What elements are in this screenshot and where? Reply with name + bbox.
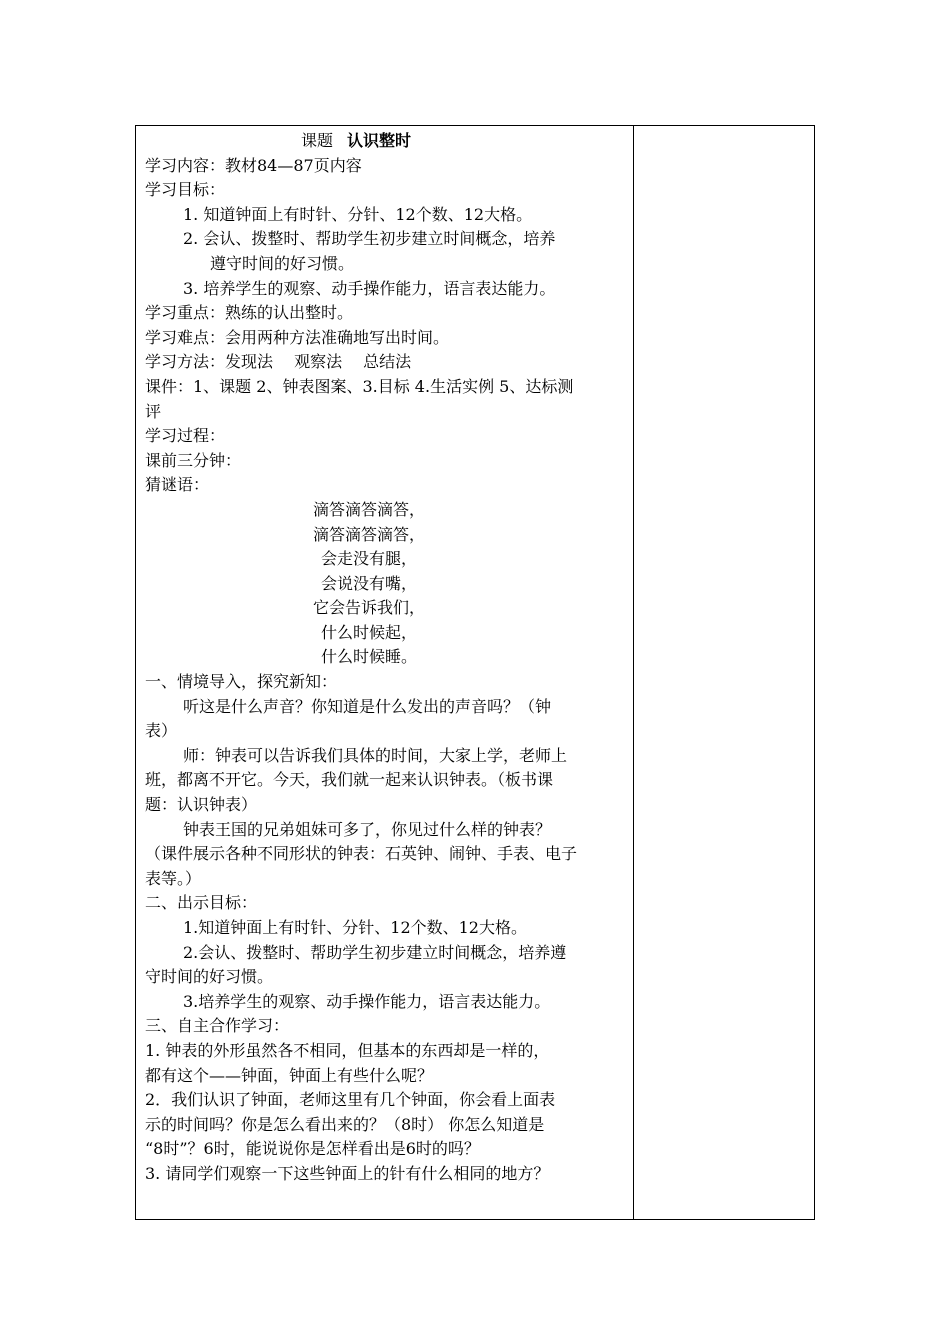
section3-question-2-cont: “8时”？6时，能说说你是怎样看出是6时的吗？ [145,1139,480,1159]
section3-question-1-cont: 都有这个——钟面，钟面上有些什么呢？ [145,1065,434,1085]
lesson-title [145,129,627,154]
warmup-heading: 课前三分钟： [145,450,242,470]
courseware-line-2: 评 [145,401,162,421]
learning-method: 学习方法：发现法 观察法 总结法 [145,352,412,372]
section1-paragraph-3-cont: （课件展示各种不同形状的钟表：石英钟、闹钟、手表、电子 [145,844,578,864]
section3-question-2: 2．我们认识了钟面，老师这里有几个钟面，你会看上面表 [145,1090,556,1110]
section1-heading: 一、情境导入，探究新知： [145,672,338,692]
courseware-line-1: 课件：1、课题 2、钟表图案、3.目标 4.生活实例 5、达标测 [145,376,574,396]
section3-heading: 三、自主合作学习： [145,1016,290,1036]
section3-question-2-cont: 示的时间吗？你是怎么看出来的？（8时） 你怎么知道是 [145,1114,545,1134]
section1-paragraph-1: 听这是什么声音？你知道是什么发出的声音吗？（钟 [183,696,552,716]
key-point: 学习重点：熟练的认出整时。 [145,303,354,323]
riddle-line: 什么时候睡。 [320,647,417,667]
learning-content: 学习内容：教材84—87页内容 [145,155,362,175]
riddle-line: 滴答滴答滴答， [312,499,425,519]
section1-paragraph-3-cont: 表等。） [145,868,202,888]
process-heading: 学习过程： [145,426,226,446]
title-text: 认识整时 [347,131,412,150]
goal-item-3: 3. 培养学生的观察、动手操作能力，语言表达能力。 [183,278,556,298]
riddle-line: 什么时候起， [320,622,417,642]
goal-item-1: 1. 知道钟面上有时针、分针、12个数、12大格。 [183,204,533,224]
goal-item-2-cont: 遵守时间的好习惯。 [210,253,355,273]
section3-question-3: 3. 请同学们观察一下这些钟面上的针有什么相同的地方？ [145,1163,550,1183]
section2-goal-3: 3.培养学生的观察、动手操作能力，语言表达能力。 [183,991,551,1011]
section1-paragraph-2-cont: 班，都离不开它。今天，我们就一起来认识钟表。（板书课 [145,770,554,790]
section2-heading: 二、出示目标： [145,893,258,913]
riddle-heading: 猜谜语： [145,475,210,495]
riddle-line: 它会告诉我们， [312,598,425,618]
section1-paragraph-1-cont: 表） [145,721,178,741]
section2-goal-2: 2.会认、拨整时、帮助学生初步建立时间概念，培养遵 [183,942,567,962]
title-label: 课题 [300,131,333,150]
goal-item-2: 2. 会认、拨整时、帮助学生初步建立时间概念，培养 [183,229,556,249]
section2-goal-2-cont: 守时间的好习惯。 [145,967,274,987]
lesson-content-cell [136,126,633,1187]
section1-paragraph-2: 师：钟表可以告诉我们具体的时间，大家上学，老师上 [183,745,568,765]
goals-heading: 学习目标： [145,180,226,200]
section1-paragraph-2-cont: 题：认识钟表） [145,795,258,815]
section1-paragraph-3: 钟表王国的兄弟姐妹可多了，你见过什么样的钟表？ [183,819,552,839]
section2-goal-1: 1.知道钟面上有时针、分针、12个数、12大格。 [183,918,527,937]
riddle-line: 滴答滴答滴答， [312,524,425,544]
riddle-line: 会走没有腿， [320,549,417,569]
notes-cell [634,126,814,1219]
lesson-table [135,125,815,1220]
difficulty: 学习难点：会用两种方法准确地写出时间。 [145,327,450,347]
riddle-line: 会说没有嘴， [320,573,417,593]
section3-question-1: 1. 钟表的外形虽然各不相同，但基本的东西却是一样的， [145,1040,550,1060]
